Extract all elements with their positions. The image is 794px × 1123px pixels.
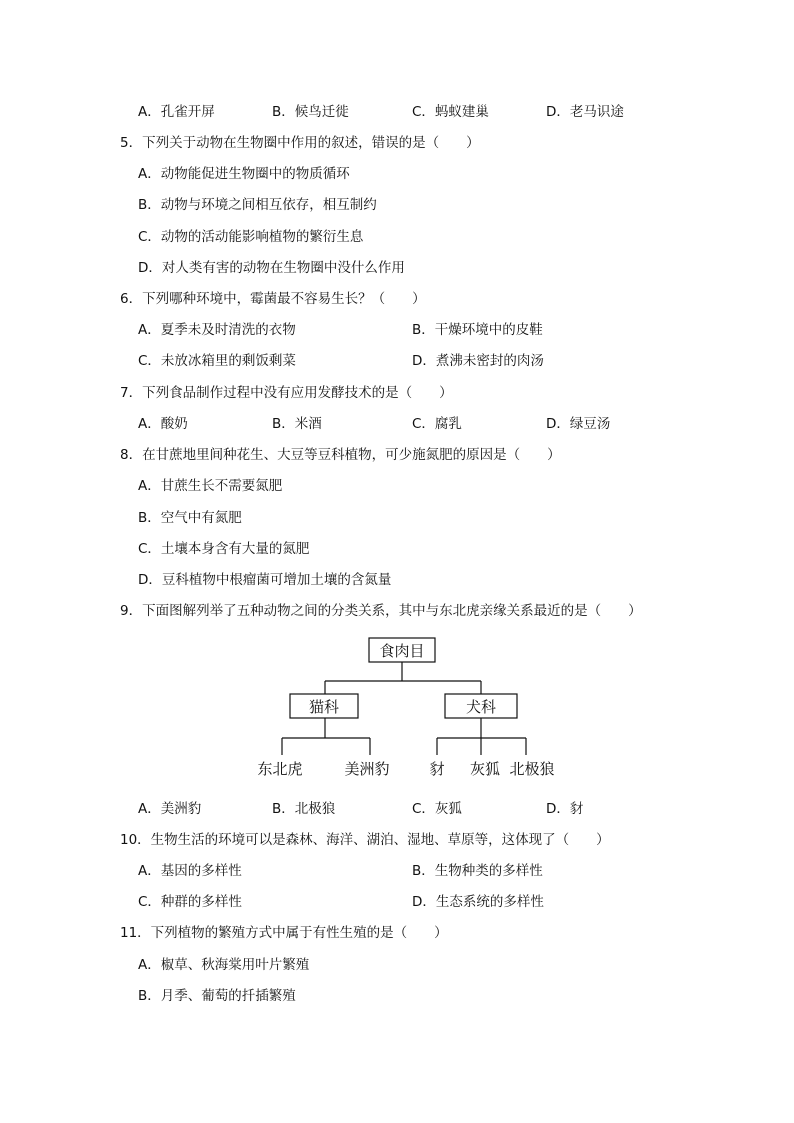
species-beijilang: 北极狼 <box>509 760 555 778</box>
q8-stem: 8．在甘蔗地里间种花生、大豆等豆科植物，可少施氮肥的原因是（ ） <box>120 447 561 463</box>
q6-option-c: C．未放冰箱里的剩饭剩菜 <box>138 353 296 369</box>
q6-option-d: D．煮沸未密封的肉汤 <box>412 353 544 369</box>
q7-option-a: A．酸奶 <box>138 416 188 432</box>
species-dongbeihu: 东北虎 <box>257 760 303 778</box>
species-chai: 豺 <box>429 760 445 778</box>
cat-family-label: 猫科 <box>308 698 340 716</box>
q5-option-d: D．对人类有害的动物在生物圈中没什么作用 <box>138 260 405 276</box>
q9-stem: 9．下面图解列举了五种动物之间的分类关系，其中与东北虎亲缘关系最近的是（ ） <box>120 603 642 619</box>
q4-option-d: D．老马识途 <box>546 104 624 120</box>
q8-option-b: B．空气中有氮肥 <box>138 510 242 526</box>
q7-option-d: D．绿豆汤 <box>546 416 611 432</box>
q10-option-a: A．基因的多样性 <box>138 863 242 879</box>
q4-option-c: C．蚂蚁建巢 <box>412 104 489 120</box>
q7-stem: 7．下列食品制作过程中没有应用发酵技术的是（ ） <box>120 385 453 401</box>
q7-option-c: C．腐乳 <box>412 416 462 432</box>
q7-option-b: B．米酒 <box>272 416 322 432</box>
q11-stem: 11．下列植物的繁殖方式中属于有性生殖的是（ ） <box>120 925 448 941</box>
q11-option-b: B．月季、葡萄的扦插繁殖 <box>138 988 296 1004</box>
q4-option-b: B．候鸟迁徙 <box>272 104 349 120</box>
root-label: 食肉目 <box>379 642 425 660</box>
q9-option-b: B．北极狼 <box>272 801 336 817</box>
species-meizhoubao: 美洲豹 <box>344 760 390 778</box>
q8-option-c: C．土壤本身含有大量的氮肥 <box>138 541 310 557</box>
q10-stem: 10．生物生活的环境可以是森林、海洋、湖泊、湿地、草原等，这体现了（ ） <box>120 832 610 848</box>
dog-family-label: 犬科 <box>465 698 497 716</box>
q5-option-b: B．动物与环境之间相互依存，相互制约 <box>138 197 377 213</box>
q9-option-c: C．灰狐 <box>412 801 462 817</box>
q8-option-a: A．甘蔗生长不需要氮肥 <box>138 478 283 494</box>
q10-option-c: C．种群的多样性 <box>138 894 242 910</box>
q11-option-a: A．椒草、秋海棠用叶片繁殖 <box>138 957 310 973</box>
q10-option-d: D．生态系统的多样性 <box>412 894 544 910</box>
q10-option-b: B．生物种类的多样性 <box>412 863 543 879</box>
species-huihu: 灰狐 <box>469 760 501 778</box>
q5-stem: 5．下列关于动物在生物圈中作用的叙述，错误的是（ ） <box>120 135 480 151</box>
q5-option-a: A．动物能促进生物圈中的物质循环 <box>138 166 350 182</box>
q5-option-c: C．动物的活动能影响植物的繁衍生息 <box>138 229 364 245</box>
q6-stem: 6．下列哪种环境中，霉菌最不容易生长？（ ） <box>120 291 426 307</box>
q8-option-d: D．豆科植物中根瘤菌可增加土壤的含氮量 <box>138 572 392 588</box>
q9-option-d: D．豺 <box>546 801 584 817</box>
q6-option-a: A．夏季未及时清洗的衣物 <box>138 322 296 338</box>
q4-option-a: A．孔雀开屏 <box>138 104 215 120</box>
q6-option-b: B．干燥环境中的皮鞋 <box>412 322 543 338</box>
q9-option-a: A．美洲豹 <box>138 801 202 817</box>
